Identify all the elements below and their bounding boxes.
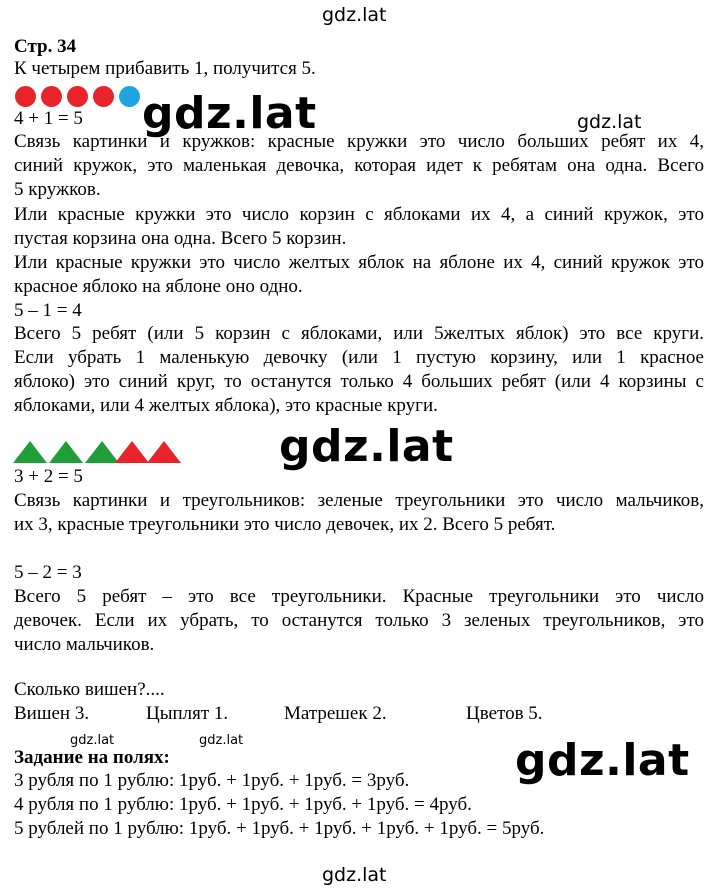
text-line: Всего 5 ребят (или 5 корзин с яблоками, или 5желтых яблок) это все круги. bbox=[14, 323, 704, 344]
text-line: девочек. Если их убрать, то останутся только 3 зеленых треугольников, это bbox=[14, 610, 704, 631]
red-circle-icon bbox=[93, 86, 114, 107]
answer-item: Вишен 3. bbox=[14, 703, 90, 724]
text-line: Или красные кружки это число корзин с яблоками их 4, а синий кружок, это bbox=[14, 204, 704, 225]
red-circle-icon bbox=[15, 86, 36, 107]
watermark-tiny-1: gdz.lat bbox=[70, 733, 115, 748]
green-triangle-icon bbox=[49, 441, 83, 463]
watermark-right: gdz.lat bbox=[577, 111, 642, 133]
watermark-big-1: gdz.lat bbox=[142, 88, 317, 139]
text-line: красное яблоко на яблоне оно одно. bbox=[14, 276, 303, 297]
green-triangle-icon bbox=[13, 441, 47, 463]
red-triangle-icon bbox=[115, 441, 149, 463]
text-line: Или красные кружки это число желтых яблок на яблоне их 4, синий кружок это bbox=[14, 252, 704, 273]
watermark-big-2: gdz.lat bbox=[279, 421, 454, 472]
watermark-top: gdz.lat bbox=[322, 4, 387, 26]
text-line: яблоко) это синий круг, то останутся только 4 больших ребят (или 4 корзины с bbox=[14, 371, 704, 392]
intro-text: К четырем прибавить 1, получится 5. bbox=[14, 58, 316, 79]
equation-3: 3 + 2 = 5 bbox=[14, 466, 83, 487]
text-line: яблоками, или 4 желтых яблока), это красные круги. bbox=[14, 395, 438, 416]
text-line: 5 кружков. bbox=[14, 179, 101, 200]
equation-2: 5 – 1 = 4 bbox=[14, 300, 82, 321]
page-header: Стр. 34 bbox=[14, 36, 77, 57]
text-line: 5 рублей по 1 рублю: 1руб. + 1руб. + 1руб. + 1руб. + 1руб. = 5руб. bbox=[14, 818, 545, 839]
margin-task-title: Задание на полях: bbox=[14, 747, 170, 768]
answer-item: Цыплят 1. bbox=[146, 703, 229, 724]
text-line: их 3, красные треугольники это число девочек, их 2. Всего 5 ребят. bbox=[14, 514, 556, 535]
answer-item: Матрешек 2. bbox=[284, 703, 387, 724]
question-text: Сколько вишен?.... bbox=[14, 679, 165, 700]
text-line: 4 рубля по 1 рублю: 1руб. + 1руб. + 1руб. + 1руб. = 4руб. bbox=[14, 794, 472, 815]
text-line: Связь картинки и треугольников: зеленые треугольники это число мальчиков, bbox=[14, 490, 704, 511]
text-line: пустая корзина она одна. Всего 5 корзин. bbox=[14, 228, 347, 249]
watermark-bottom: gdz.lat bbox=[322, 864, 387, 886]
blue-circle-icon bbox=[119, 86, 140, 107]
green-triangle-icon bbox=[85, 441, 119, 463]
watermark-tiny-2: gdz.lat bbox=[199, 733, 244, 748]
text-line: 3 рубля по 1 рублю: 1руб. + 1руб. + 1руб. = 3руб. bbox=[14, 770, 410, 791]
text-line: Связь картинки и кружков: красные кружки это число больших ребят их 4, bbox=[14, 131, 704, 152]
equation-4: 5 – 2 = 3 bbox=[14, 562, 82, 583]
red-triangle-icon bbox=[147, 441, 181, 463]
watermark-big-3: gdz.lat bbox=[515, 735, 690, 786]
text-line: Всего 5 ребят – это все треугольники. Красные треугольники это число bbox=[14, 586, 704, 607]
text-line: синий кружок, это маленькая девочка, которая идет к ребятам она одна. Всего bbox=[14, 155, 704, 176]
red-circle-icon bbox=[41, 86, 62, 107]
answer-item: Цветов 5. bbox=[466, 703, 543, 724]
text-line: число мальчиков. bbox=[14, 634, 155, 655]
red-circle-icon bbox=[67, 86, 88, 107]
text-line: Если убрать 1 маленькую девочку (или 1 пустую корзину, или 1 красное bbox=[14, 347, 704, 368]
equation-1: 4 + 1 = 5 bbox=[14, 108, 83, 129]
